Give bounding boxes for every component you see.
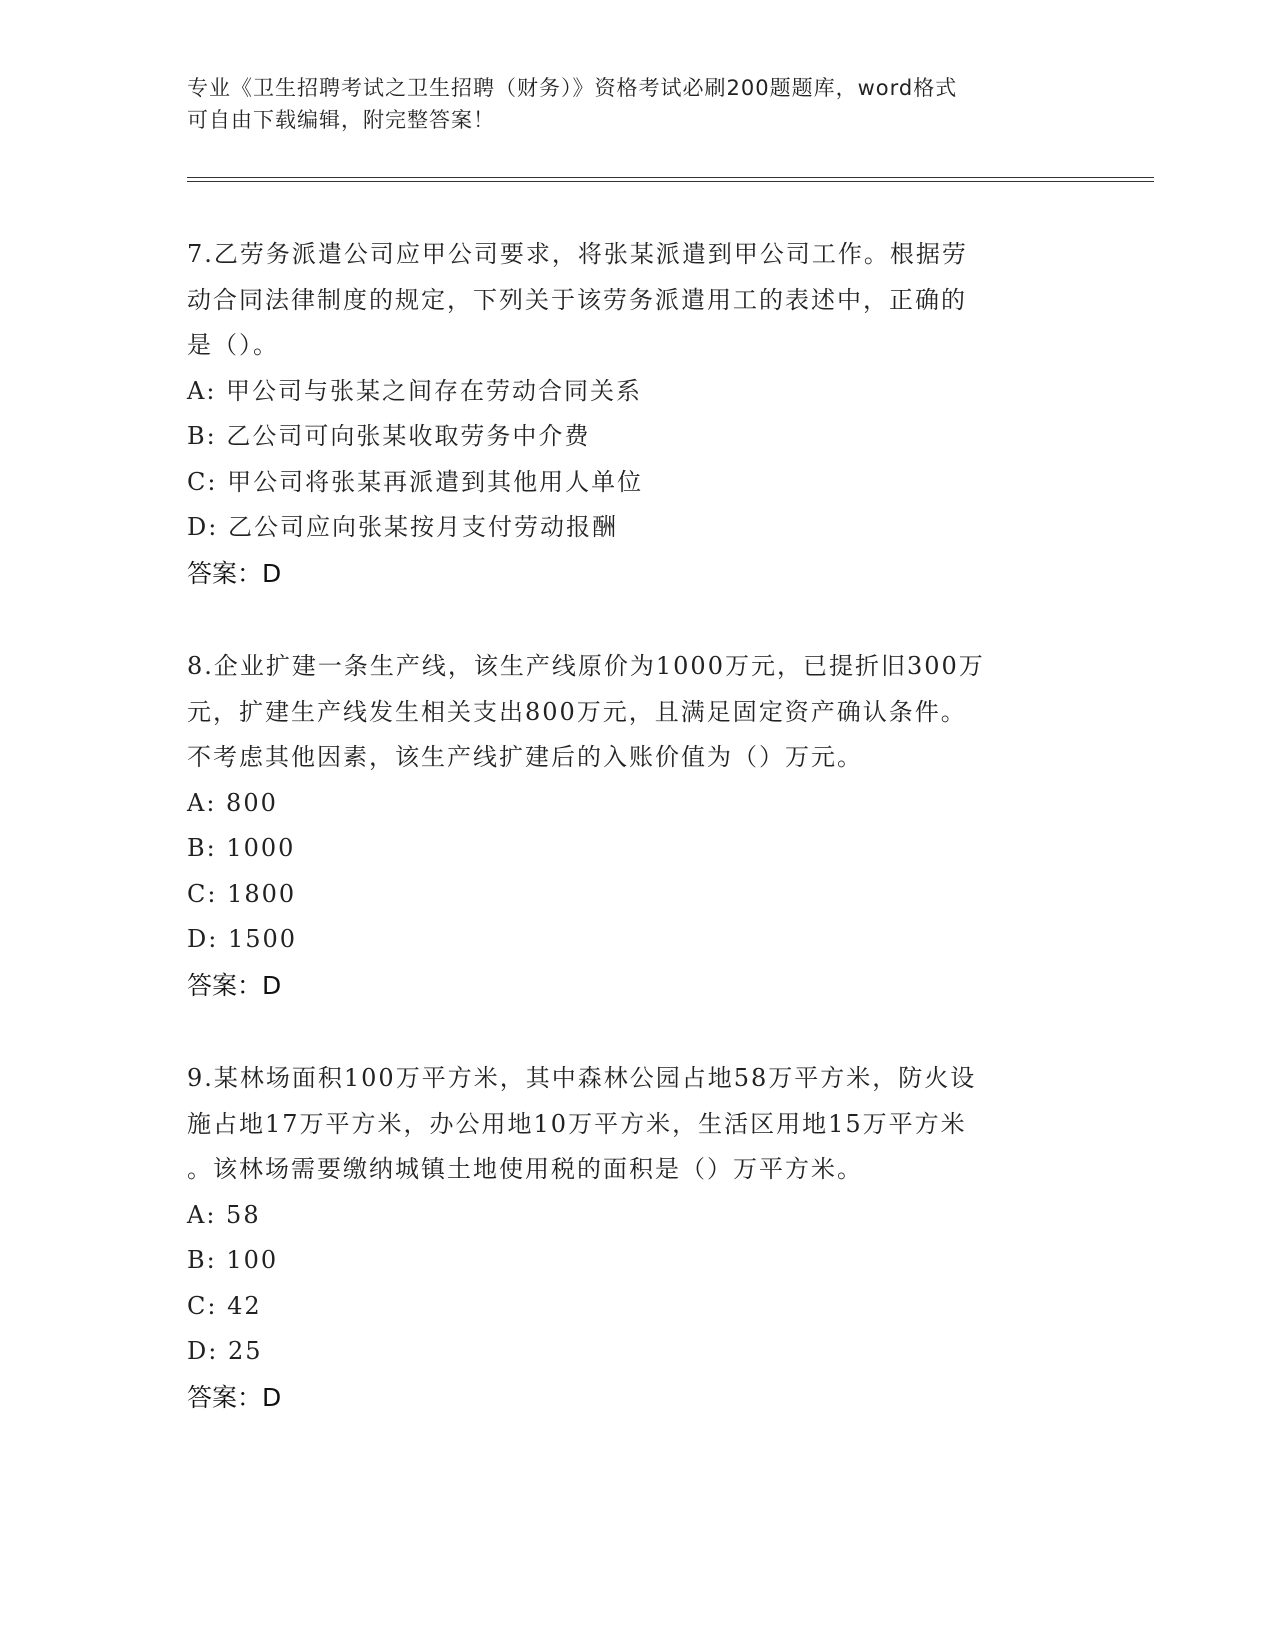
option-d: D: 乙公司应向张某按月支付劳动报酬 <box>187 513 618 541</box>
question-stem-line: 8.企业扩建一条生产线，该生产线原价为1000万元，已提折旧300万 <box>187 652 985 680</box>
option-b: B: 乙公司可向张某收取劳务中介费 <box>187 422 591 450</box>
question-stem-line: 9.某林场面积100万平方米，其中森林公园占地58万平方米，防火设 <box>187 1064 977 1092</box>
option-d: D: 1500 <box>187 925 298 953</box>
option-a: A: 58 <box>187 1200 261 1229</box>
answer: 答案：D <box>187 558 282 588</box>
answer: 答案：D <box>187 1382 282 1412</box>
option-c: C: 1800 <box>187 879 297 908</box>
header-title-line-2: 可自由下载编辑，附完整答案！ <box>187 108 495 132</box>
question-8 <box>187 644 1087 1008</box>
question-stem-line: 动合同法律制度的规定，下列关于该劳务派遣用工的表述中，正确的 <box>187 285 967 314</box>
question-stem-line: 是（）。 <box>187 331 279 359</box>
option-d: D: 25 <box>187 1337 263 1365</box>
question-stem-line: 不考虑其他因素，该生产线扩建后的入账价值为（）万元。 <box>187 743 863 771</box>
question-7 <box>187 232 1087 596</box>
question-stem-line: 。该林场需要缴纳城镇土地使用税的面积是（）万平方米。 <box>187 1155 863 1183</box>
option-b: B: 100 <box>187 1246 279 1274</box>
question-stem-line: 元，扩建生产线发生相关支出800万元，且满足固定资产确认条件。 <box>187 697 967 726</box>
option-c: C: 甲公司将张某再派遣到其他用人单位 <box>187 467 644 496</box>
question-stem-line: 7.乙劳务派遣公司应甲公司要求，将张某派遣到甲公司工作。根据劳 <box>187 240 968 268</box>
question-stem-line: 施占地17万平方米，办公用地10万平方米，生活区用地15万平方米 <box>187 1109 967 1138</box>
header-title-line-1: 专业《卫生招聘考试之卫生招聘（财务）》资格考试必刷200题题库，word格式 <box>187 76 958 100</box>
option-a: A: 800 <box>187 788 278 817</box>
option-b: B: 1000 <box>187 834 296 862</box>
question-9 <box>187 1056 1087 1420</box>
document-header <box>187 72 1087 136</box>
option-a: A: 甲公司与张某之间存在劳动合同关系 <box>187 376 643 405</box>
answer: 答案：D <box>187 970 282 1000</box>
header-divider <box>187 177 1154 182</box>
option-c: C: 42 <box>187 1291 262 1320</box>
